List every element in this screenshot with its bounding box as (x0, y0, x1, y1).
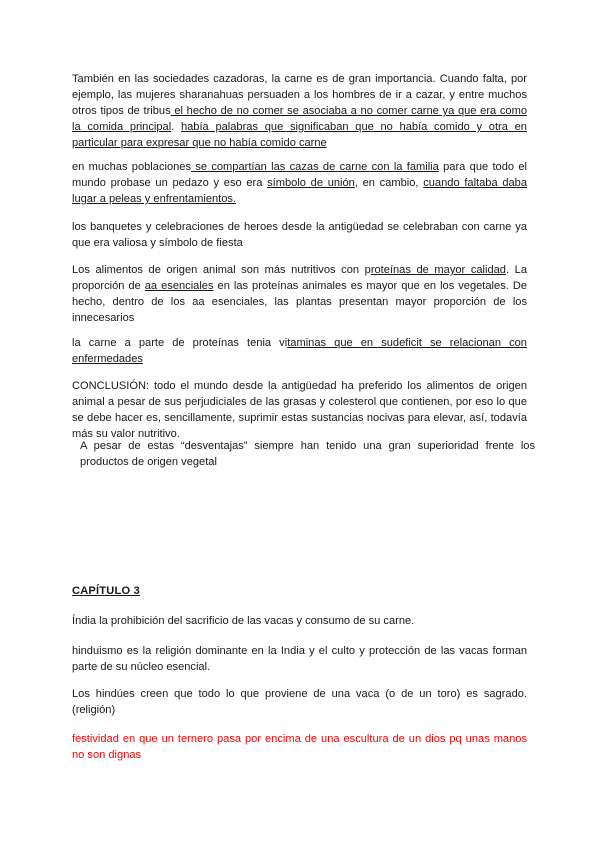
paragraph-sharing-hunts (72, 159, 527, 207)
underlined-text: se compartían las cazas de carne con la familia (191, 161, 439, 173)
text-segment: Los alimentos de origen animal son más nutritivos con p (72, 264, 371, 276)
paragraph-vitamins (72, 335, 527, 367)
paragraph-banquets: los banquetes y celebraciones de heroes desde la antigüedad se celebraban con carne ya que era valiosa y símbolo de fiesta (72, 221, 527, 249)
underlined-text: roteínas de mayor calidad (370, 264, 506, 276)
paragraph-festivity-red: festividad en que un ternero pasa por encima de una escultura de un dios pq unas manos no son dignas (72, 733, 527, 761)
chapter-heading: CAPÍTULO 3 (72, 585, 140, 597)
text-segment: También en las sociedades cazadoras, la carne es de gran importancia. Cuando falta, por ejemplo, las mujeres sharanahuas persuaden a los hombres de ir a cazar, y entre muchos otros tipos de tribus (72, 73, 527, 117)
underlined-text: había palabras que significaban que no había comido y otra en particular para expresar que no había comido carne (72, 121, 527, 149)
paragraph-conclusion: CONCLUSIÓN: todo el mundo desde la antigüedad ha preferido los alimentos de origen animal a pesar de sus perjudiciales de las grasas y colesterol que contienen, por eso lo que se debe hacer es, sencillamente, suprimir estas sustancias nocivas para elevar, así, todavía más su valor nutritivo. (72, 380, 527, 440)
underlined-text: cuando faltaba daba lugar a peleas y enfrentamientos. (72, 177, 527, 205)
text-segment: , en cambio, (354, 177, 424, 189)
text-segment: . La proporción de (72, 264, 527, 292)
text-segment: la carne a parte de proteínas tenia vi (72, 337, 288, 349)
text-segment: en las proteínas animales es mayor que en los vegetales. De hecho, dentro de los aa esenciales, las plantas presentan mayor proporción de los innecesarios (72, 280, 527, 324)
paragraph-nutrition (72, 262, 527, 326)
paragraph-hinduism: hinduismo es la religión dominante en la India y el culto y protección de las vacas forman parte de su núcleo esencial. (72, 645, 527, 673)
underlined-text: aa esenciales (144, 280, 214, 292)
text-segment: para que todo el mundo probase un pedazo y eso era (72, 161, 527, 189)
underlined-text: el hecho de no comer se asociaba a no comer carne ya que era como la comida principal (72, 105, 527, 133)
paragraph-disadvantages: A pesar de estas “desventajas” siempre han tenido una gran superioridad frente los productos de origen vegetal (80, 440, 535, 468)
paragraph-hunting-societies (72, 71, 527, 151)
underlined-text: símbolo de unión (267, 177, 355, 189)
text-segment: en muchas poblaciones (72, 161, 192, 173)
paragraph-india: Índia la prohibición del sacrificio de las vacas y consumo de su carne. (72, 615, 415, 627)
paragraph-hindu-beliefs: Los hindúes creen que todo lo que proviene de una vaca (o de un toro) es sagrado. (religión) (72, 688, 527, 716)
underlined-text: taminas que en sudeficit se relacionan con enfermedades (72, 337, 527, 365)
text-segment: . (171, 121, 181, 133)
